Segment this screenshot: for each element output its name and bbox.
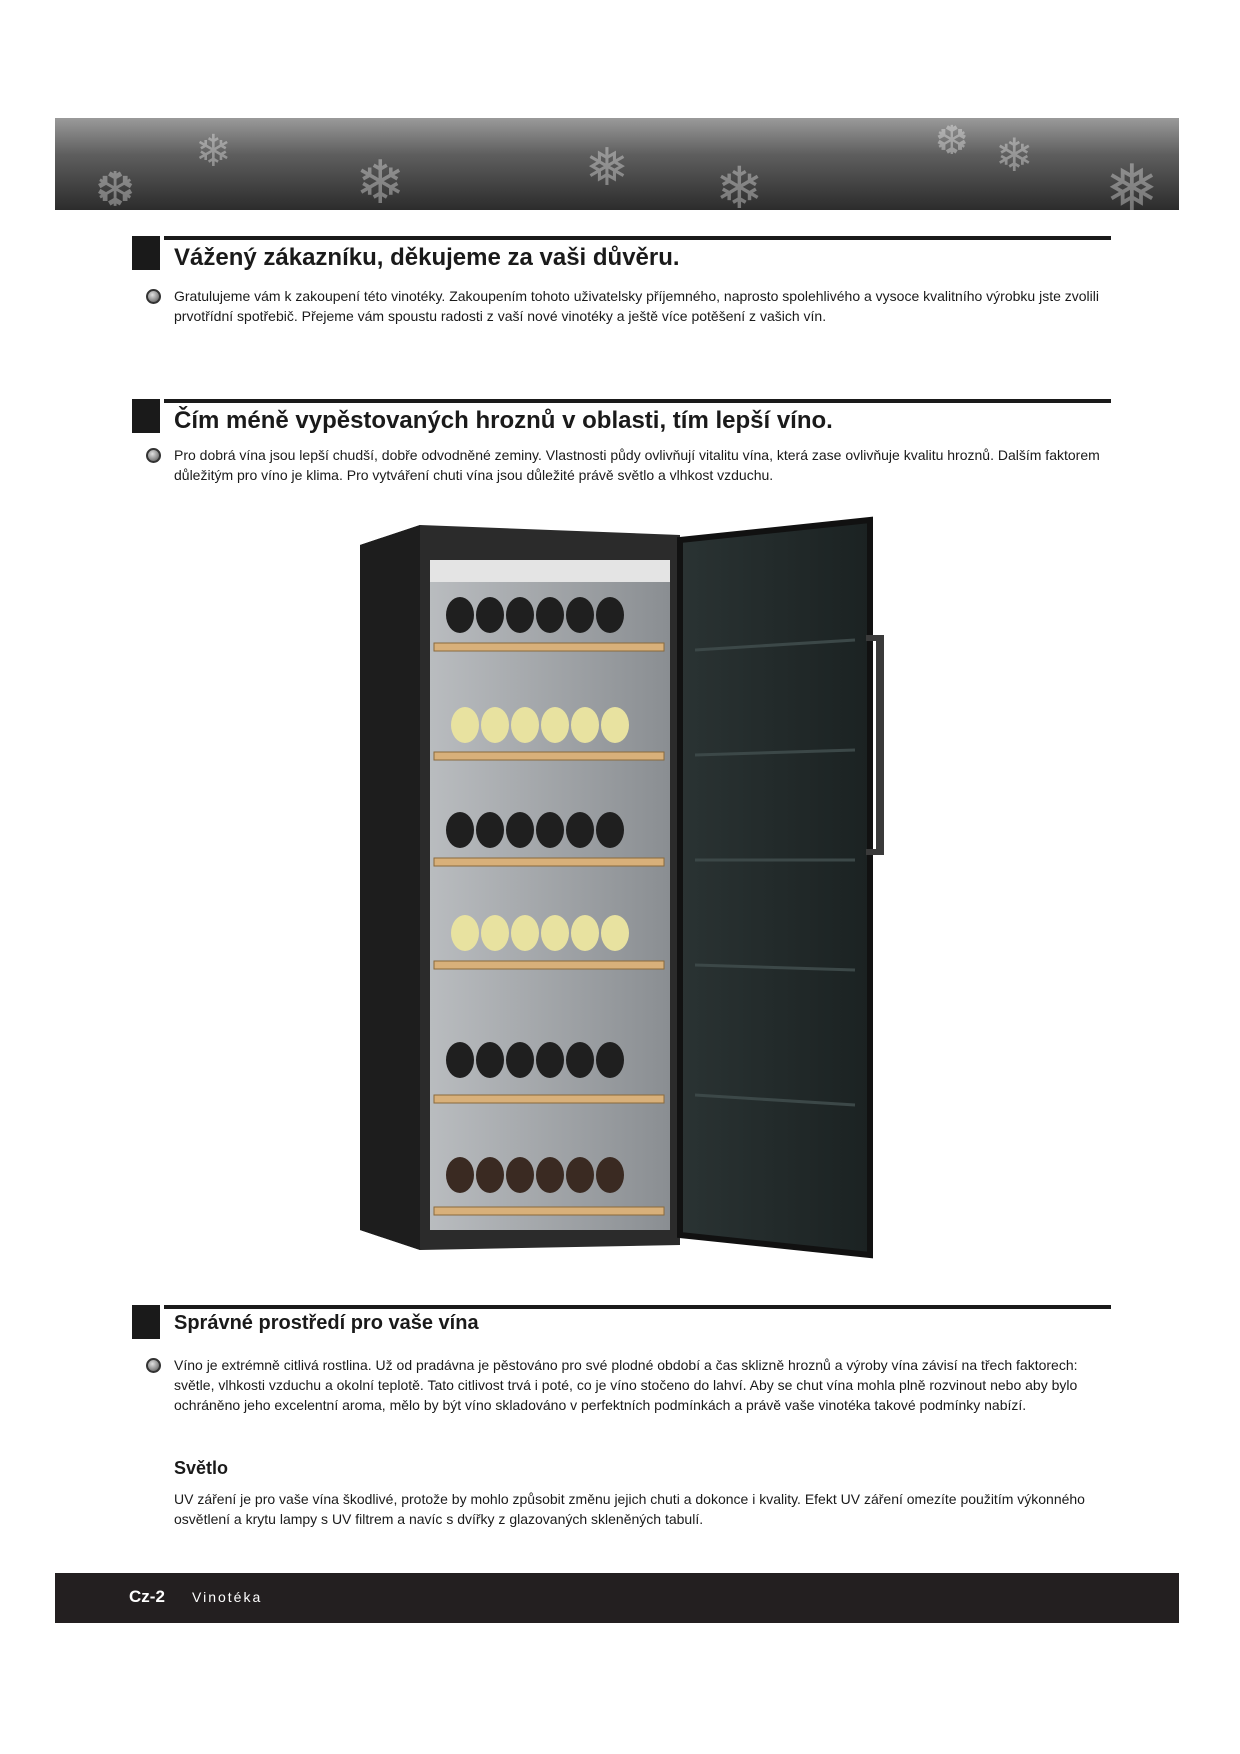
section-heading (132, 236, 1111, 270)
heading-marker (132, 1305, 160, 1339)
section-environment (132, 1305, 1111, 1415)
snowflake-icon: ❅ (585, 138, 629, 198)
section-heading (132, 399, 1111, 433)
bullet-paragraph (132, 286, 1111, 326)
snowflake-icon: ❆ (935, 118, 969, 164)
heading-marker (132, 236, 160, 270)
snowflake-icon: ❄ (995, 128, 1034, 182)
bullet-paragraph (132, 445, 1111, 485)
bullet-icon (146, 1358, 161, 1373)
section-heading (132, 1305, 1111, 1339)
snowflake-icon: ❆ (95, 162, 136, 210)
section-title: Správné prostředí pro vaše vína (174, 1312, 479, 1334)
paragraph-text: Gratulujeme vám k zakoupení této vinotéky. Zakoupením tohoto uživatelsky příjemného, naprosto spolehlivého a vysoce kvalitního výrobku jste zvolili prvotřídní spotřebič. Přejeme vám spoustu radosti z vaší nové vinotéky a ještě více potěšení z vašich vín. (174, 288, 1099, 324)
section-title: Čím méně vypěstovaných hroznů v oblasti, tím lepší víno. (174, 407, 833, 434)
snowflake-icon: ❄ (195, 126, 232, 177)
snowflake-icon: ❄ (715, 154, 764, 210)
paragraph-text: Víno je extrémně citlivá rostlina. Už od pradávna je pěstováno pro své plodné období a čas sklizně hroznů a výroby vína závisí na třech faktorech: světle, vlhkosti vzduchu a okolní teplotě. Tato citlivost trvá i poté, co je víno stočeno do lahví. Aby se chut vína mohla plně rozvinout nebo aby bylo ochráněno jeho excelentní aroma, mělo by být víno skladováno v perfektních podmínkách a právě vaše vinotéka takové podmínky nabízí. (174, 1357, 1078, 1413)
header-banner (55, 118, 1179, 210)
section-title: Vážený zákazníku, děkujeme za vaši důvěru. (174, 244, 680, 271)
section-welcome (132, 236, 1111, 326)
heading-rule (164, 399, 1111, 403)
bullet-icon (146, 289, 161, 304)
document-name: Vinotéka (192, 1589, 263, 1605)
snowflake-icon: ❄ (355, 148, 406, 210)
bullet-paragraph (132, 1355, 1111, 1415)
heading-rule (164, 236, 1111, 240)
subsection-title: Světlo (174, 1458, 229, 1478)
subsection-light (174, 1458, 1111, 1529)
heading-rule (164, 1305, 1111, 1309)
snowflake-icon: ❅ (1105, 152, 1159, 210)
subsection-text: UV záření je pro vaše vína škodlivé, protože by mohlo způsobit změnu jejich chuti a dokonce i kvality. Efekt UV záření omezíte použitím výkonného osvětlení a krytu lampy s UV filtrem a navíc s dvířky z glazovaných skleněných tabulí. (174, 1491, 1085, 1527)
paragraph-text: Pro dobrá vína jsou lepší chudší, dobře odvodněné zeminy. Vlastnosti půdy ovlivňují vitalitu vína, která zase ovlivňuje kvalitu hroznů. Dalším faktorem důležitým pro víno je klima. Pro vytváření chuti vína jsou důležité právě světlo a vlhkost vzduchu. (174, 447, 1100, 483)
page-footer (55, 1573, 1179, 1623)
bullet-icon (146, 448, 161, 463)
wine-cabinet-image (350, 515, 890, 1260)
section-grapes (132, 399, 1111, 485)
page-number: Cz-2 (129, 1587, 165, 1606)
heading-marker (132, 399, 160, 433)
